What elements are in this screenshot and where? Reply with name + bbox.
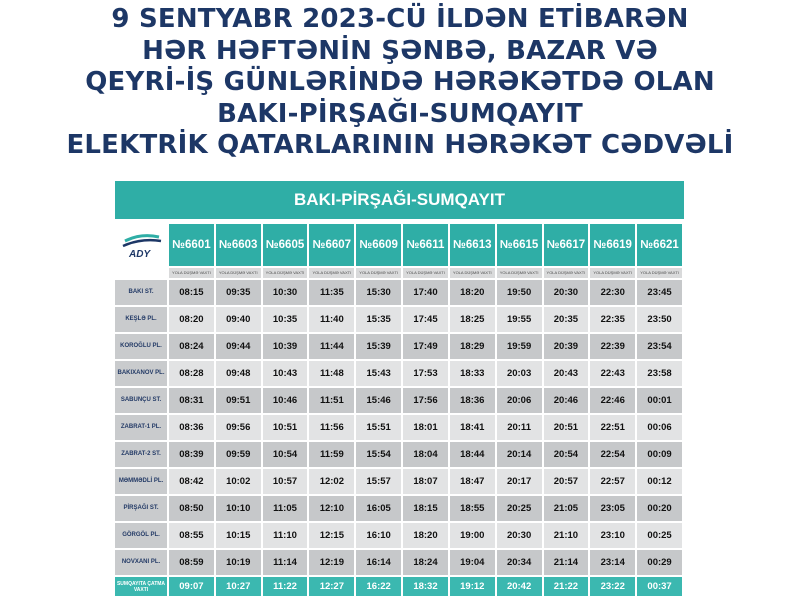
time-cell: 15:35 (356, 307, 401, 332)
departure-label: YOLA DÜŞMƏ VAXTI (590, 268, 635, 278)
time-cell: 18:01 (403, 415, 448, 440)
time-cell: 10:10 (216, 496, 261, 521)
title-line-4: BAKI-PİRŞAĞI-SUMQAYIT (217, 98, 583, 129)
time-cell: 18:20 (450, 280, 495, 305)
time-cell: 16:22 (356, 577, 401, 596)
time-cell: 21:14 (544, 550, 589, 575)
time-cell: 18:36 (450, 388, 495, 413)
station-name: BAKI ST. (115, 280, 167, 305)
time-cell: 09:59 (216, 442, 261, 467)
time-cell: 21:05 (544, 496, 589, 521)
time-cell: 10:51 (263, 415, 308, 440)
time-cell: 08:31 (169, 388, 214, 413)
time-cell: 11:51 (309, 388, 354, 413)
time-cell: 20:06 (497, 388, 542, 413)
time-cell: 08:15 (169, 280, 214, 305)
title-line-1: 9 SENTYABR 2023-CÜ İLDƏN ETİBARƏN (111, 4, 689, 34)
time-cell: 20:25 (497, 496, 542, 521)
time-cell: 11:10 (263, 523, 308, 548)
train-number: №6601 (169, 224, 214, 266)
train-number: №6611 (403, 224, 448, 266)
time-cell: 09:51 (216, 388, 261, 413)
departure-label: YOLA DÜŞMƏ VAXTI (356, 268, 401, 278)
time-cell: 12:19 (309, 550, 354, 575)
station-name: GÖRGÖL PL. (115, 523, 167, 548)
table-row (115, 388, 682, 413)
ady-logo-icon (115, 224, 167, 266)
time-cell: 23:10 (590, 523, 635, 548)
train-number: №6617 (544, 224, 589, 266)
time-cell: 18:25 (450, 307, 495, 332)
time-cell: 23:50 (637, 307, 682, 332)
time-cell: 17:40 (403, 280, 448, 305)
time-cell: 11:05 (263, 496, 308, 521)
time-cell: 08:28 (169, 361, 214, 386)
time-cell: 16:10 (356, 523, 401, 548)
time-cell: 09:44 (216, 334, 261, 359)
time-cell: 23:05 (590, 496, 635, 521)
departure-label: YOLA DÜŞMƏ VAXTI (403, 268, 448, 278)
time-cell: 22:51 (590, 415, 635, 440)
time-cell: 22:46 (590, 388, 635, 413)
time-cell: 10:35 (263, 307, 308, 332)
time-cell: 09:35 (216, 280, 261, 305)
table-row (115, 496, 682, 521)
table-row (115, 523, 682, 548)
table-row (115, 307, 682, 332)
time-cell: 12:27 (309, 577, 354, 596)
time-cell: 18:47 (450, 469, 495, 494)
time-cell: 11:44 (309, 334, 354, 359)
time-cell: 17:45 (403, 307, 448, 332)
time-cell: 11:40 (309, 307, 354, 332)
time-cell: 18:32 (403, 577, 448, 596)
time-cell: 19:12 (450, 577, 495, 596)
time-cell: 19:55 (497, 307, 542, 332)
logo-text: ADY (129, 249, 151, 260)
time-cell: 09:48 (216, 361, 261, 386)
time-cell: 12:10 (309, 496, 354, 521)
time-cell: 00:37 (637, 577, 682, 596)
time-cell: 08:50 (169, 496, 214, 521)
time-cell: 09:56 (216, 415, 261, 440)
time-cell: 20:42 (497, 577, 542, 596)
time-cell: 17:53 (403, 361, 448, 386)
time-cell: 23:14 (590, 550, 635, 575)
train-number: №6619 (590, 224, 635, 266)
station-name: KEŞLƏ PL. (115, 307, 167, 332)
time-cell: 23:45 (637, 280, 682, 305)
ady-logo (115, 224, 167, 266)
station-name: BAKIXANOV PL. (115, 361, 167, 386)
departure-label: YOLA DÜŞMƏ VAXTI (450, 268, 495, 278)
station-name: ZABRAT-2 ST. (115, 442, 167, 467)
time-cell: 11:14 (263, 550, 308, 575)
time-cell: 08:36 (169, 415, 214, 440)
time-cell: 09:40 (216, 307, 261, 332)
time-cell: 08:55 (169, 523, 214, 548)
time-cell: 22:57 (590, 469, 635, 494)
time-cell: 12:02 (309, 469, 354, 494)
time-cell: 10:15 (216, 523, 261, 548)
train-number: №6615 (497, 224, 542, 266)
page-title (0, 4, 800, 162)
departure-label: YOLA DÜŞMƏ VAXTI (216, 268, 261, 278)
train-number: №6605 (263, 224, 308, 266)
time-cell: 16:14 (356, 550, 401, 575)
station-name: MƏMMƏDLİ PL. (115, 469, 167, 494)
time-cell: 19:04 (450, 550, 495, 575)
time-cell: 20:39 (544, 334, 589, 359)
time-cell: 12:15 (309, 523, 354, 548)
time-cell: 22:30 (590, 280, 635, 305)
time-cell: 18:24 (403, 550, 448, 575)
time-cell: 20:03 (497, 361, 542, 386)
time-cell: 10:54 (263, 442, 308, 467)
train-number: №6607 (309, 224, 354, 266)
time-cell: 11:22 (263, 577, 308, 596)
time-cell: 10:02 (216, 469, 261, 494)
time-cell: 00:29 (637, 550, 682, 575)
time-cell: 18:15 (403, 496, 448, 521)
departure-label: YOLA DÜŞMƏ VAXTI (263, 268, 308, 278)
time-cell: 15:39 (356, 334, 401, 359)
time-cell: 09:07 (169, 577, 214, 596)
title-line-5: ELEKTRİK QATARLARININ HƏRƏKƏT CƏDVƏLİ (66, 130, 734, 161)
train-number: №6621 (637, 224, 682, 266)
table-row (115, 415, 682, 440)
time-cell: 20:46 (544, 388, 589, 413)
time-cell: 15:30 (356, 280, 401, 305)
time-cell: 11:48 (309, 361, 354, 386)
time-cell: 08:20 (169, 307, 214, 332)
time-cell: 23:54 (637, 334, 682, 359)
station-name: PİRŞAĞI ST. (115, 496, 167, 521)
time-cell: 10:30 (263, 280, 308, 305)
station-name: KOROĞLU PL. (115, 334, 167, 359)
departure-label: YOLA DÜŞMƏ VAXTI (497, 268, 542, 278)
title-line-2: HƏR HƏFTƏNİN ŞƏNBƏ, BAZAR VƏ (142, 35, 658, 66)
time-cell: 00:25 (637, 523, 682, 548)
time-cell: 18:44 (450, 442, 495, 467)
train-number-row (115, 224, 682, 266)
time-cell: 15:54 (356, 442, 401, 467)
time-cell: 20:34 (497, 550, 542, 575)
time-cell: 19:00 (450, 523, 495, 548)
time-cell: 20:17 (497, 469, 542, 494)
time-cell: 18:07 (403, 469, 448, 494)
time-cell: 20:30 (497, 523, 542, 548)
time-cell: 08:59 (169, 550, 214, 575)
station-name: NOVXANI PL. (115, 550, 167, 575)
time-cell: 19:50 (497, 280, 542, 305)
train-number: №6603 (216, 224, 261, 266)
table-row (115, 469, 682, 494)
train-number: №6609 (356, 224, 401, 266)
table-row (115, 577, 682, 596)
time-cell: 18:04 (403, 442, 448, 467)
time-cell: 20:30 (544, 280, 589, 305)
time-cell: 10:19 (216, 550, 261, 575)
time-cell: 21:22 (544, 577, 589, 596)
time-cell: 22:39 (590, 334, 635, 359)
time-cell: 20:54 (544, 442, 589, 467)
time-cell: 20:11 (497, 415, 542, 440)
time-cell: 15:46 (356, 388, 401, 413)
time-cell: 08:42 (169, 469, 214, 494)
time-cell: 23:22 (590, 577, 635, 596)
time-cell: 10:43 (263, 361, 308, 386)
time-cell: 00:06 (637, 415, 682, 440)
time-cell: 21:10 (544, 523, 589, 548)
time-cell: 00:01 (637, 388, 682, 413)
time-cell: 15:57 (356, 469, 401, 494)
time-cell: 23:58 (637, 361, 682, 386)
station-name: SUMQAYITA ÇATMA VAXTI (115, 577, 167, 596)
time-cell: 18:33 (450, 361, 495, 386)
departure-label: YOLA DÜŞMƏ VAXTI (544, 268, 589, 278)
departure-label-row (115, 268, 682, 278)
station-name: ZABRAT-1 PL. (115, 415, 167, 440)
time-cell: 15:43 (356, 361, 401, 386)
time-cell: 10:46 (263, 388, 308, 413)
title-line-3: QEYRİ-İŞ GÜNLƏRİNDƏ HƏRƏKƏTDƏ OLAN (85, 67, 715, 98)
table-row (115, 550, 682, 575)
train-number: №6613 (450, 224, 495, 266)
time-cell: 00:20 (637, 496, 682, 521)
time-cell: 10:27 (216, 577, 261, 596)
departure-label: YOLA DÜŞMƏ VAXTI (169, 268, 214, 278)
time-cell: 16:05 (356, 496, 401, 521)
time-cell: 20:14 (497, 442, 542, 467)
route-header: BAKI-PİRŞAĞI-SUMQAYIT (115, 181, 684, 219)
time-cell: 11:59 (309, 442, 354, 467)
time-cell: 10:57 (263, 469, 308, 494)
table-row (115, 361, 682, 386)
time-cell: 11:56 (309, 415, 354, 440)
time-cell: 08:24 (169, 334, 214, 359)
time-cell: 20:51 (544, 415, 589, 440)
time-cell: 22:54 (590, 442, 635, 467)
departure-label: YOLA DÜŞMƏ VAXTI (309, 268, 354, 278)
time-cell: 17:56 (403, 388, 448, 413)
time-cell: 18:29 (450, 334, 495, 359)
time-cell: 19:59 (497, 334, 542, 359)
table-row (115, 442, 682, 467)
time-cell: 18:41 (450, 415, 495, 440)
time-cell: 20:43 (544, 361, 589, 386)
time-cell: 18:55 (450, 496, 495, 521)
station-name: SABUNÇU ST. (115, 388, 167, 413)
table-row (115, 280, 682, 305)
timetable-grid (113, 222, 684, 598)
table-row (115, 334, 682, 359)
time-cell: 22:35 (590, 307, 635, 332)
time-cell: 18:20 (403, 523, 448, 548)
time-cell: 20:35 (544, 307, 589, 332)
time-cell: 00:12 (637, 469, 682, 494)
time-cell: 08:39 (169, 442, 214, 467)
time-cell: 22:43 (590, 361, 635, 386)
time-cell: 15:51 (356, 415, 401, 440)
time-cell: 10:39 (263, 334, 308, 359)
time-cell: 17:49 (403, 334, 448, 359)
time-cell: 20:57 (544, 469, 589, 494)
departure-label: YOLA DÜŞMƏ VAXTI (637, 268, 682, 278)
time-cell: 00:09 (637, 442, 682, 467)
time-cell: 11:35 (309, 280, 354, 305)
